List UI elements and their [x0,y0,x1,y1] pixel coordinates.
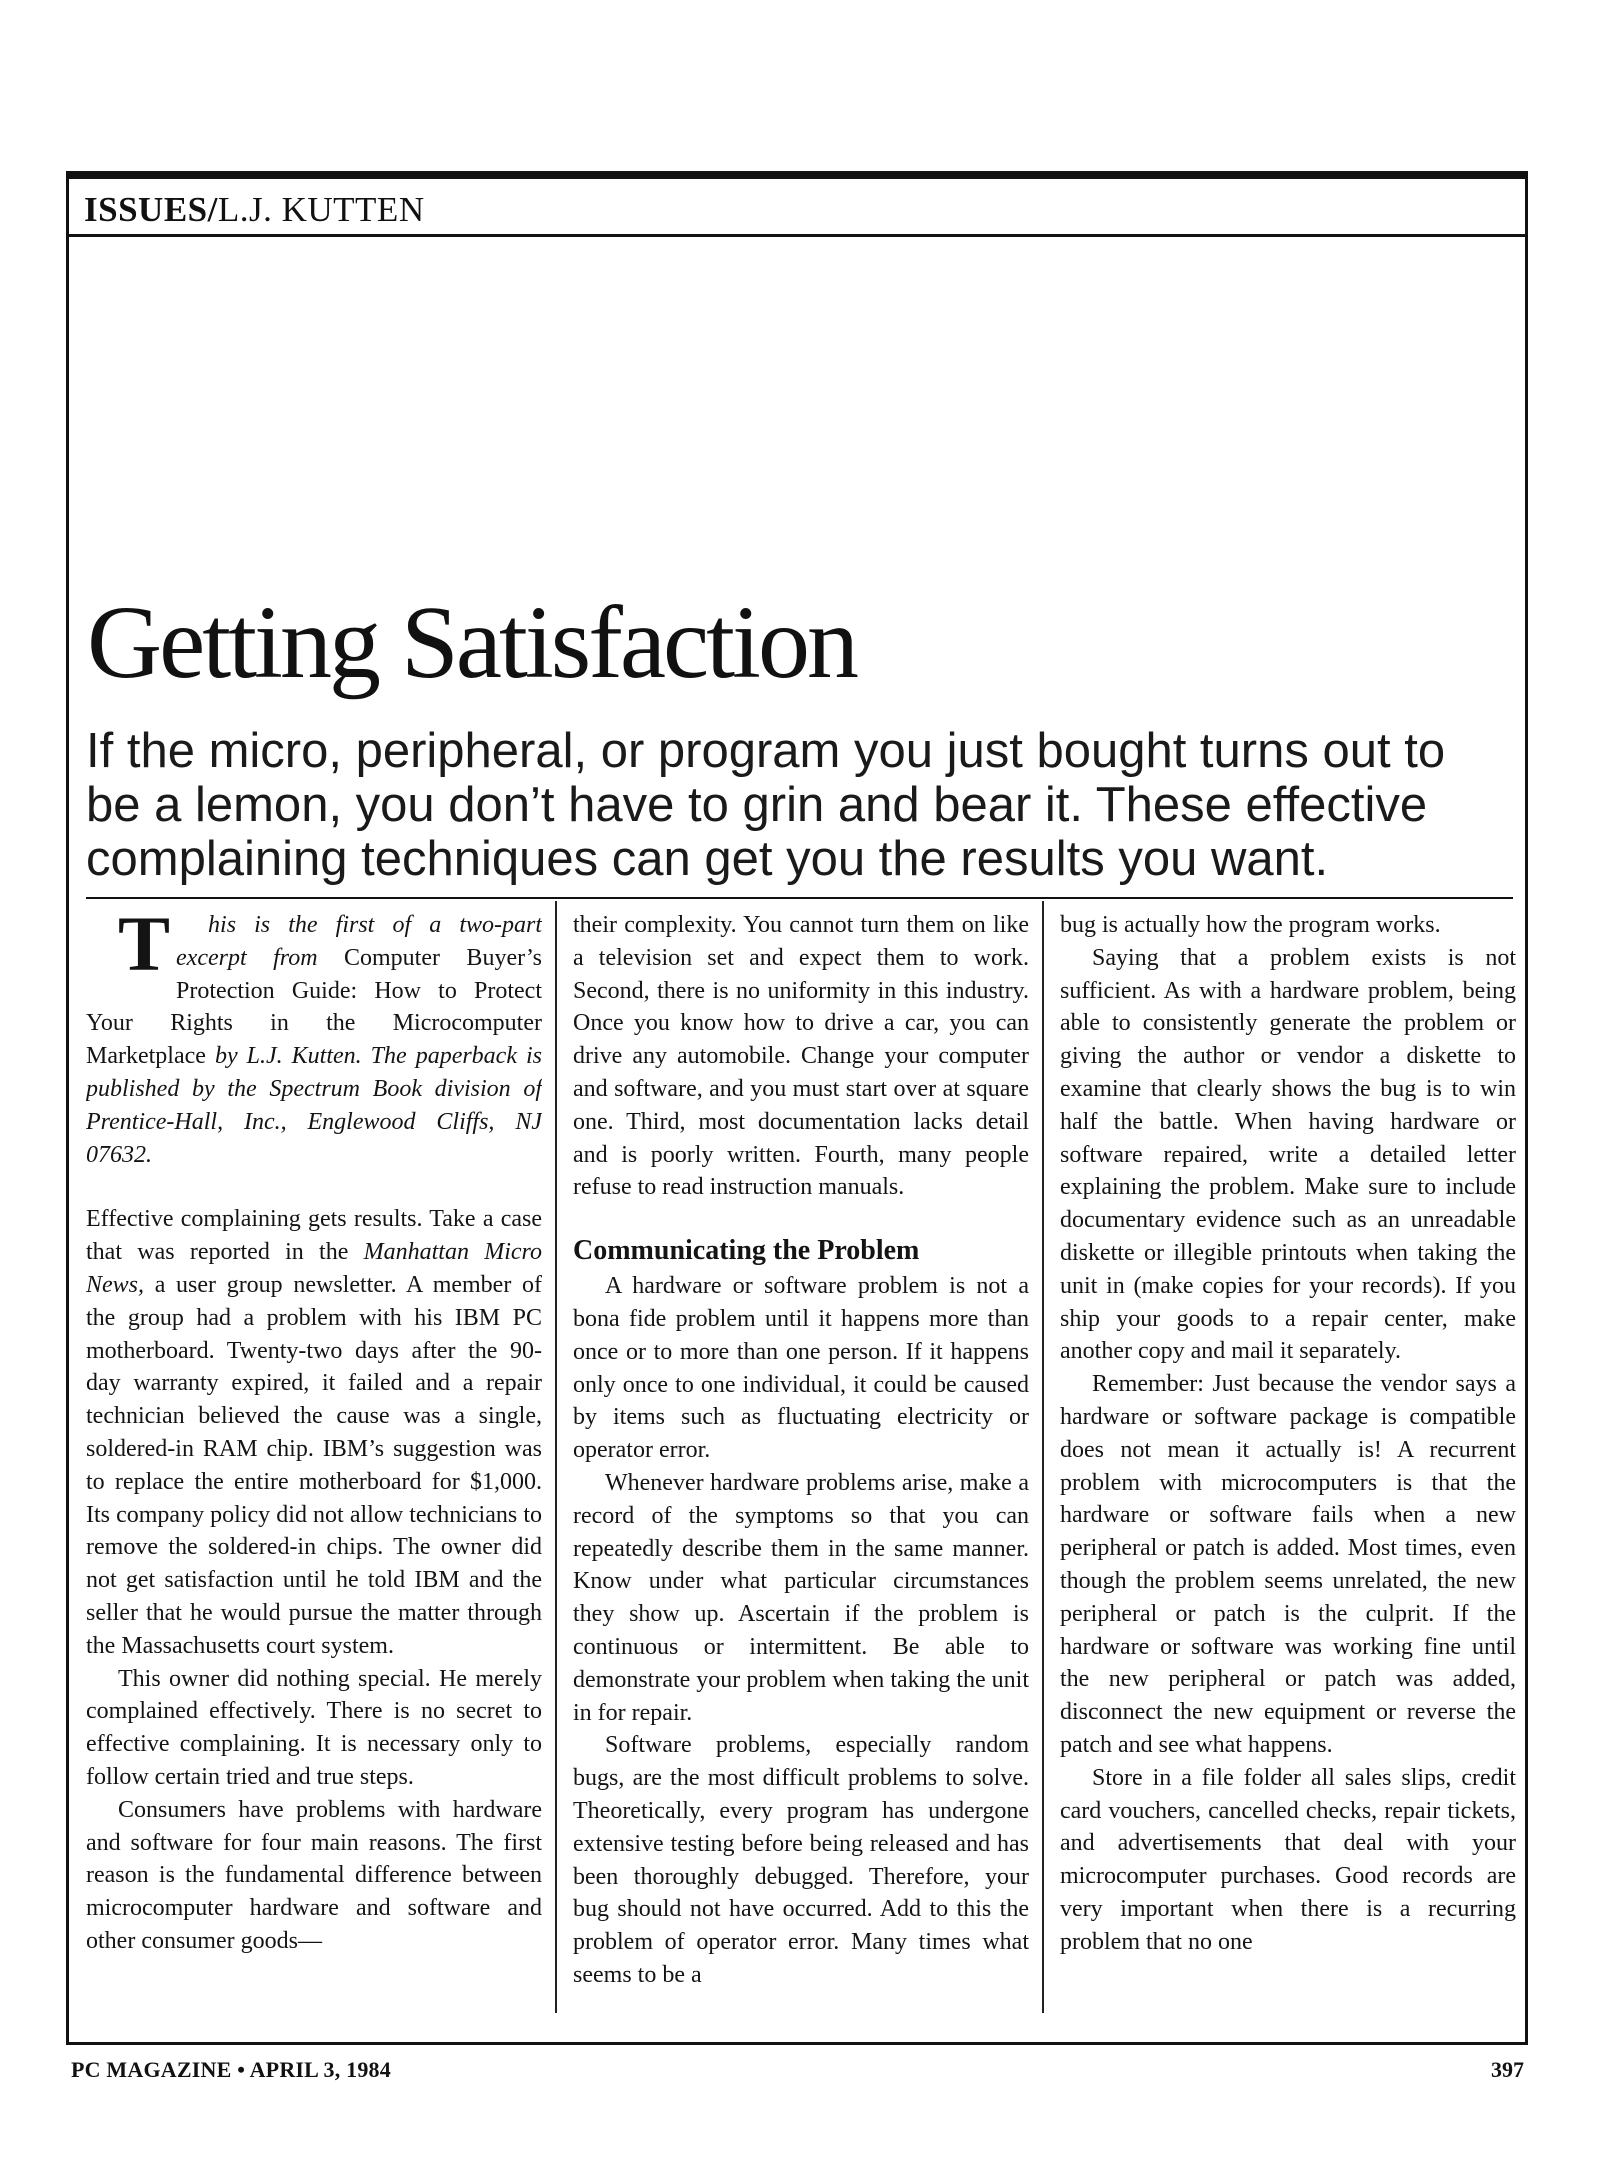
body-paragraph: Store in a file folder all sales slips, credit card vouchers, cancelled checks, repair tickets, and advertisements that deal with your microcomputer purchases. Good records are very important when there is a recurring problem that no one [1060,1764,1516,1955]
article-frame [66,171,1528,2045]
article-title: Getting Satisfaction [87,585,856,700]
section-label: ISSUES/L.J. KUTTEN [84,190,425,229]
body-paragraph: Effective complaining gets results. Take a case that was reported in the Manhattan Micro News, a user group newsletter. A member of the group had a problem with his IBM PC motherboard. Twenty-two days after the 90-day warranty expired, it failed and a repair technician believed the cause was a single, soldered-in RAM chip. IBM’s suggestion was to replace the entire motherboard for $1,000. Its company policy did not allow technicians to remove the soldered-in chips. The owner did not get satisfaction until he told IBM and the seller that he would pursue the matter through the Massachusetts court system. [86,1206,542,1659]
drop-cap: T [118,909,171,987]
body-column-2 [573,909,1029,1999]
body-paragraph: Saying that a problem exists is not sufficient. As with a hardware problem, being able to consistently generate the problem or giving the author or vendor a diskette to examine that clearly shows the bug is to win half the battle. When having hardware or software repaired, write a detailed letter explaining the problem. Make sure to include documentary evidence such as an unreadable diskette or illegible printouts when taking the unit in (make copies for your records). If you ship your goods to a repair center, make another copy and mail it separately. [1060,944,1516,1365]
deck-rule [86,897,1513,899]
article-deck [86,724,1516,886]
section-name: ISSUES [84,190,208,229]
body-paragraph: Software problems, especially random bugs, are the most difficult problems to solve. Theoretically, every program has undergone extensive testing before being released and has been thoroughly debugged. Therefore, your bug should not have occurred. Add to this the problem of operator error. Many times what seems to be a [573,1732,1029,1988]
body-paragraph: Remember: Just because the vendor says a hardware or software package is compatible does not mean it actually is! A recurrent problem with microcomputers is that the hardware or software fails when a new peripheral or patch is added. Most times, even though the problem seems unrelated, the new peripheral or patch is the culprit. If the hardware or software was working fine until the new peripheral or patch was added, disconnect the new equipment or reverse the patch and see what happens. [1060,1371,1516,1758]
body-paragraph: Consumers have problems with hardware and software for four main reasons. The first reason is the fundamental difference between microcomputer hardware and software and other consumer goods— [86,1796,542,1954]
body-paragraph: bug is actually how the program works. [1060,912,1441,938]
subhead: Communicating the Problem [573,1235,920,1267]
column-rule [1042,901,1044,2013]
publication-name: PC MAGAZINE [71,2057,232,2082]
footer-publication-line [71,2057,391,2083]
body-paragraph: their complexity. You cannot turn them on like a television set and expect them to work. Second, there is no uniformity in this industry. Once you know how to drive a car, you can drive any automobile. Change your computer and software, and you must start over at square one. Third, most documentation lacks detail and is poorly written. Fourth, many people refuse to read instruction manuals. [573,912,1029,1201]
deck-line: If the micro, peripheral, or program you just bought turns out to [86,724,1446,778]
body-column-1 [86,909,542,1999]
bullet-separator: • [237,2057,246,2082]
book-title: Computer Buyer’s Protection Guide: How to Protect Your Rights in the Microcomputer Marketplace [86,944,542,1070]
deck-line: be a lemon, you don’t have to grin and bear it. These effective [86,778,1428,832]
body-column-3 [1060,909,1516,1999]
newsletter-name: Manhattan Micro News, [86,1239,542,1298]
deck-line: complaining techniques can get you the results you want. [86,832,1329,886]
body-paragraph: This owner did nothing special. He merely complained effectively. There is no secret to effective complaining. It is necessary only to follow certain tried and true steps. [86,1665,542,1790]
issue-date: APRIL 3, 1984 [249,2057,391,2082]
body-paragraph: Whenever hardware problems arise, make a record of the symptoms so that you can repeatedly describe them in the same manner. Know under what particular circumstances they show up. Ascertain if the problem is continuous or intermittent. Be able to demonstrate your problem when taking the unit in for repair. [573,1469,1029,1726]
page-number: 397 [1491,2057,1524,2082]
editor-note: T his is the first of a two-part excerpt from Computer Buyer’s Protection Guide: How to Protect Your Rights in the Microcomputer Marketplace by L.J. Kutten. The paperback is published by the Spectrum Book division of Prentice-Hall, Inc., Englewood Cliffs, NJ 07632. [86,909,542,1168]
section-header [69,179,1525,237]
author-byline: L.J. KUTTEN [217,190,425,229]
column-rule [555,901,557,2013]
body-paragraph: A hardware or software problem is not a bona fide problem until it happens more than once or to more than one person. If it happens only once to one individual, it could be caused by items such as fluctuating electricity or operator error. [573,1273,1029,1464]
